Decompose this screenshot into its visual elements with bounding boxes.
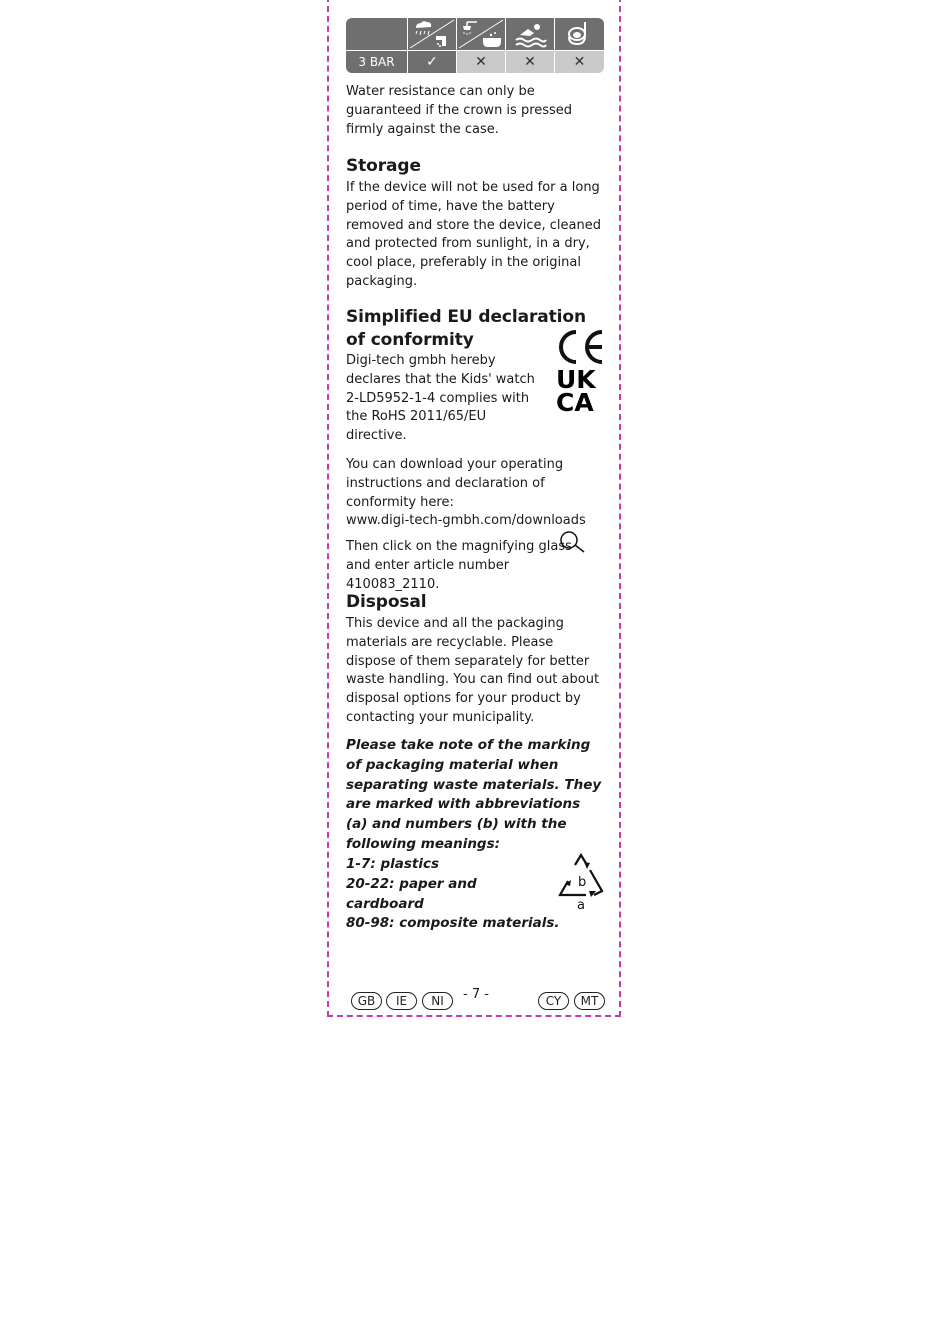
recycling-symbol-icon (556, 853, 606, 917)
page-footer (346, 987, 608, 1013)
rain-splash-icon (408, 18, 456, 50)
result-cross: ✕ (555, 51, 604, 73)
conformity-marks (556, 330, 606, 418)
page-number: - 7 - (463, 987, 489, 1002)
recycle-number-label: b (578, 875, 587, 890)
article-number-text: and enter article number 410083_2110. (346, 557, 510, 592)
declaration-body: Digi-tech gmbh hereby declares that the Kids' watch 2-LD5952-1-4 complies with the RoHS 2011/65/EU directive. (346, 353, 535, 444)
country-badge-cy: CY (538, 992, 569, 1010)
country-badge-ni: NI (422, 992, 453, 1010)
storage-body: If the device will not be used for a long period of time, have the battery removed and store the device, cleaned and protected from sunlight, in a dry, cool place, preferably in the original packaging. (346, 180, 601, 289)
download-url[interactable]: www.digi-tech-gmbh.com/downloads (346, 513, 586, 529)
result-cross: ✕ (506, 51, 554, 73)
result-check: ✓ (408, 51, 456, 73)
swimming-icon (506, 18, 554, 50)
disposal-heading: Disposal (346, 592, 427, 612)
code-paper: 20-22: paper and cardboard (346, 875, 477, 912)
snorkel-icon (555, 18, 604, 50)
water-resistance-table (346, 18, 604, 74)
ce-mark (561, 332, 602, 362)
marking-note: Please take note of the marking of packaging material when separating waste materials. They are marked with abbreviations (a) and numbers (b) with the following meanings: (346, 737, 602, 852)
magnifier-instruction: Then click on the magnifying glass (346, 539, 572, 554)
code-composite: 80-98: composite materials. (346, 915, 560, 931)
declaration-heading: Simplified EU declaration of conformity (346, 307, 586, 350)
download-text: You can download your operating instructions and declaration of conformity here: (346, 457, 564, 510)
ukca-mark-uk: UK (556, 365, 596, 394)
country-badge-ie: IE (386, 992, 417, 1010)
country-badge-mt: MT (574, 992, 605, 1010)
table-header-blank (346, 18, 407, 50)
water-rating-label: 3 BAR (346, 51, 407, 73)
disposal-body: This device and all the packaging materials are recyclable. Please dispose of them separately for better waste handling. You can find out about disposal options for your product by contacting your municipality. (346, 616, 600, 725)
result-cross: ✕ (457, 51, 505, 73)
water-resistance-note: Water resistance can only be guaranteed if the crown is pressed firmly against the case. (346, 84, 573, 137)
recycle-abbrev-label: a (577, 898, 585, 913)
shower-bath-icon (457, 18, 505, 50)
country-badge-gb: GB (351, 992, 382, 1010)
code-plastics: 1-7: plastics (346, 856, 440, 872)
storage-heading: Storage (346, 156, 421, 176)
magnifying-glass-icon (558, 530, 586, 558)
ukca-mark-ca: CA (556, 388, 594, 414)
